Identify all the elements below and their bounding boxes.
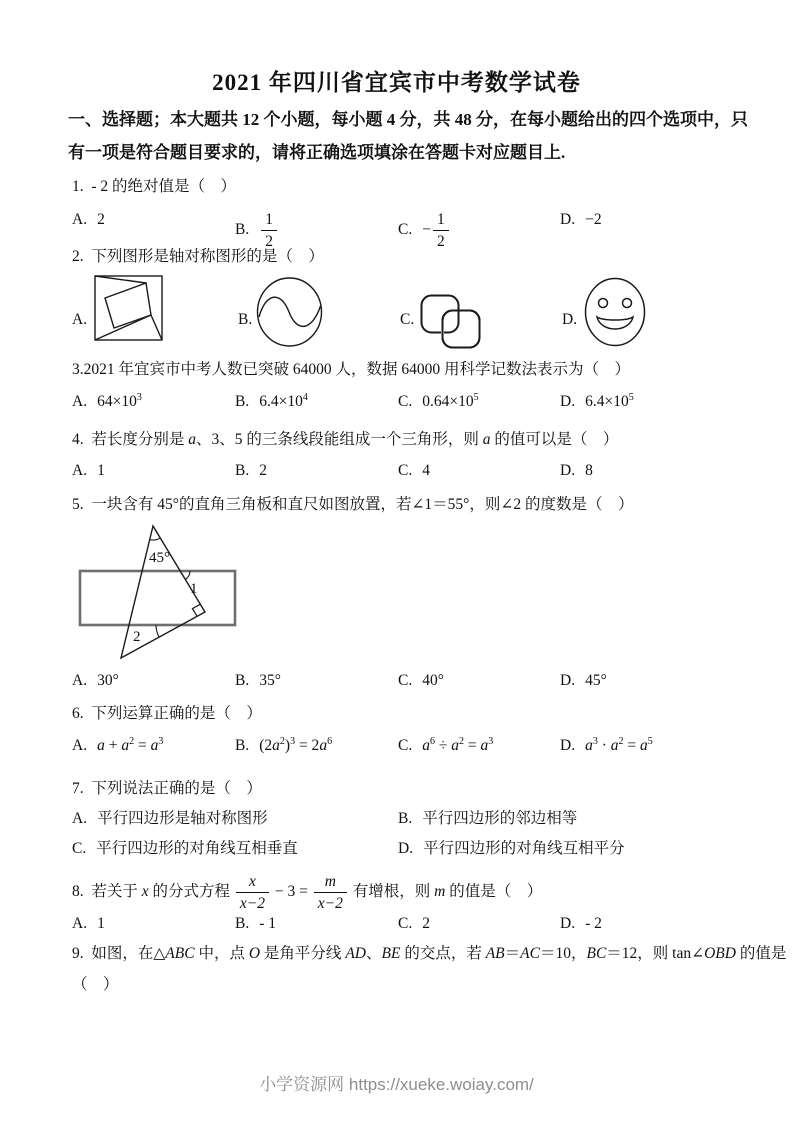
- option-content: 4: [422, 462, 430, 479]
- q2-figure-d-smiley-face-icon: [584, 277, 646, 347]
- question-6-option-a: [72, 736, 163, 755]
- angle-45-label: 45°: [149, 550, 170, 566]
- option-label: D.: [560, 393, 576, 410]
- option-label: B.: [235, 462, 250, 479]
- angle-2-label: 2: [133, 629, 141, 645]
- option-label: D.: [560, 737, 576, 754]
- section-heading-line2: 有一项是符合题目要求的，请将正确选项填涂在答题卡对应题目上.: [68, 143, 566, 162]
- option-content: $6.4\times 10^5$: [585, 391, 634, 410]
- option-label: A.: [72, 810, 88, 827]
- question-7-option-c: [72, 839, 298, 858]
- page-title: 2021 年四川省宜宾市中考数学试卷: [212, 70, 581, 95]
- option-label: D.: [560, 915, 576, 932]
- question-4-option-c: [398, 461, 430, 480]
- option-content: 8: [585, 462, 593, 479]
- question-5-option-b: [235, 671, 281, 690]
- option-content: $a^6 \div a^2 = a^3$: [422, 735, 494, 754]
- question-3-option-a: [72, 392, 142, 411]
- question-3-option-c: [398, 392, 479, 411]
- question-4-option-d: [560, 461, 593, 480]
- option-content: $a^3 \cdot a^2 = a^5$: [585, 735, 653, 754]
- option-content: 1: [97, 462, 105, 479]
- option-label: C.: [398, 221, 413, 239]
- option-label: D.: [398, 840, 414, 857]
- option-content: −2: [585, 211, 602, 228]
- option-label: B.: [235, 672, 250, 689]
- question-5-option-c: [398, 671, 444, 690]
- question-7-option-b: [398, 809, 577, 828]
- option-content: 2: [259, 462, 267, 479]
- option-label: D.: [560, 672, 576, 689]
- question-7-option-d: [398, 839, 625, 858]
- option-content: $(2a^2)^3 = 2a^6$: [259, 735, 333, 754]
- option-content: 平行四边形是轴对称图形: [97, 810, 268, 827]
- option-content: $0.64\times 10^5$: [422, 391, 479, 410]
- option-label: C.: [398, 915, 413, 932]
- footer-watermark: [0, 1070, 793, 1095]
- option-label: D.: [560, 211, 576, 228]
- option-content: − $\frac{1}{2}$: [422, 221, 451, 238]
- question-1-option-d: [560, 210, 602, 229]
- question-2-option-b-label: B.: [238, 311, 253, 328]
- question-8-option-d: [560, 914, 602, 933]
- question-5-option-a: [72, 671, 119, 690]
- question-4-option-b: [235, 461, 267, 480]
- question-5-option-d: [560, 671, 607, 690]
- option-label: D.: [560, 462, 576, 479]
- q2-figure-c-interlocked-rings-icon: [420, 294, 482, 350]
- option-label: C.: [398, 393, 413, 410]
- option-label: B.: [235, 737, 250, 754]
- question-8-stem: 8. 若关于 x 的分式方程 $\frac{x}{x-2}$ − 3 = $\frac{m}{x-2}$ 有增根，则 m 的值是（ ）: [72, 873, 543, 912]
- question-7-stem: 7. 下列说法正确的是（ ）: [72, 780, 262, 797]
- option-label: B.: [235, 393, 250, 410]
- option-content: $64\times 10^3$: [97, 391, 142, 410]
- question-1-option-c: [398, 210, 451, 251]
- option-content: - 1: [259, 915, 277, 932]
- question-2-option-a-label: A.: [72, 311, 88, 328]
- question-9-stem-line1: 9. 如图，在△ABC 中，点 O 是角平分线 AD、BE 的交点，若 AB＝AC＝10，BC＝12，则 tan∠OBD 的值是: [72, 945, 787, 962]
- option-label: A.: [72, 211, 88, 228]
- option-label: C.: [72, 840, 87, 857]
- question-2-option-d-label: D.: [562, 311, 578, 328]
- question-1-option-a: [72, 210, 105, 229]
- option-label: B.: [235, 221, 250, 239]
- option-content: 40°: [422, 672, 444, 689]
- question-8-option-b: [235, 914, 276, 933]
- question-1-stem: 1. - 2 的绝对值是（ ）: [72, 178, 237, 195]
- option-label: C.: [398, 462, 413, 479]
- question-7-option-a: [72, 809, 268, 828]
- question-9-stem-line2: （ ）: [72, 976, 119, 993]
- option-content: 1: [97, 915, 105, 932]
- question-8-option-a: [72, 914, 105, 933]
- angle-1-label: 1: [190, 581, 198, 597]
- option-content: 45°: [585, 672, 607, 689]
- option-label: A.: [72, 915, 88, 932]
- question-4-option-a: [72, 461, 105, 480]
- option-label: C.: [398, 737, 413, 754]
- question-2-option-c-label: C.: [400, 311, 415, 328]
- question-3-option-b: [235, 392, 308, 411]
- option-content: 2: [97, 211, 105, 228]
- option-content: 平行四边形的邻边相等: [422, 810, 578, 827]
- option-content: $a + a^2 = a^3$: [97, 735, 164, 754]
- option-label: A.: [72, 672, 88, 689]
- option-content: 2: [422, 915, 430, 932]
- option-content: 30°: [97, 672, 119, 689]
- option-label: B.: [398, 810, 413, 827]
- question-1-option-b: [235, 210, 279, 251]
- option-content: - 2: [585, 915, 602, 932]
- option-label: A.: [72, 462, 88, 479]
- option-content: 35°: [259, 672, 281, 689]
- question-3-stem: 3.2021 年宜宾市中考人数已突破 64000 人，数据 64000 用科学记数法表示为（ ）: [72, 361, 631, 378]
- question-4-stem: 4. 若长度分别是 a、3、5 的三条线段能组成一个三角形，则 a 的值可以是（ ）: [72, 431, 619, 448]
- option-content: $\frac{1}{2}$: [259, 221, 279, 238]
- question-5-stem: 5. 一块含有 45°的直角三角板和直尺如图放置，若∠1＝55°，则∠2 的度数是（ ）: [72, 496, 634, 513]
- q2-figure-a-square-pattern-icon: [94, 275, 164, 341]
- option-label: A.: [72, 393, 88, 410]
- question-2-stem: 2. 下列图形是轴对称图形的是（ ）: [72, 248, 324, 265]
- option-label: A.: [72, 737, 88, 754]
- question-8-option-c: [398, 914, 430, 933]
- footer-text: 小学资源网 https://xueke.woiay.com/: [259, 1075, 534, 1094]
- question-6-option-c: [398, 736, 493, 755]
- option-label: C.: [398, 672, 413, 689]
- q5-figure-triangle-and-ruler: [70, 518, 250, 673]
- option-content: 平行四边形的对角线互相平分: [423, 840, 625, 857]
- question-6-option-b: [235, 736, 332, 755]
- question-3-option-d: [560, 392, 634, 411]
- option-content: $6.4\times 10^4$: [259, 391, 308, 410]
- question-6-option-d: [560, 736, 653, 755]
- question-6-stem: 6. 下列运算正确的是（ ）: [72, 705, 262, 722]
- option-label: B.: [235, 915, 250, 932]
- q2-figure-b-curve-circle-icon: [256, 276, 323, 348]
- section-heading-line1: 一、选择题；本大题共 12 个小题，每小题 4 分，共 48 分，在每小题给出的四个选项中，只: [68, 110, 748, 129]
- option-content: 平行四边形的对角线互相垂直: [96, 840, 298, 857]
